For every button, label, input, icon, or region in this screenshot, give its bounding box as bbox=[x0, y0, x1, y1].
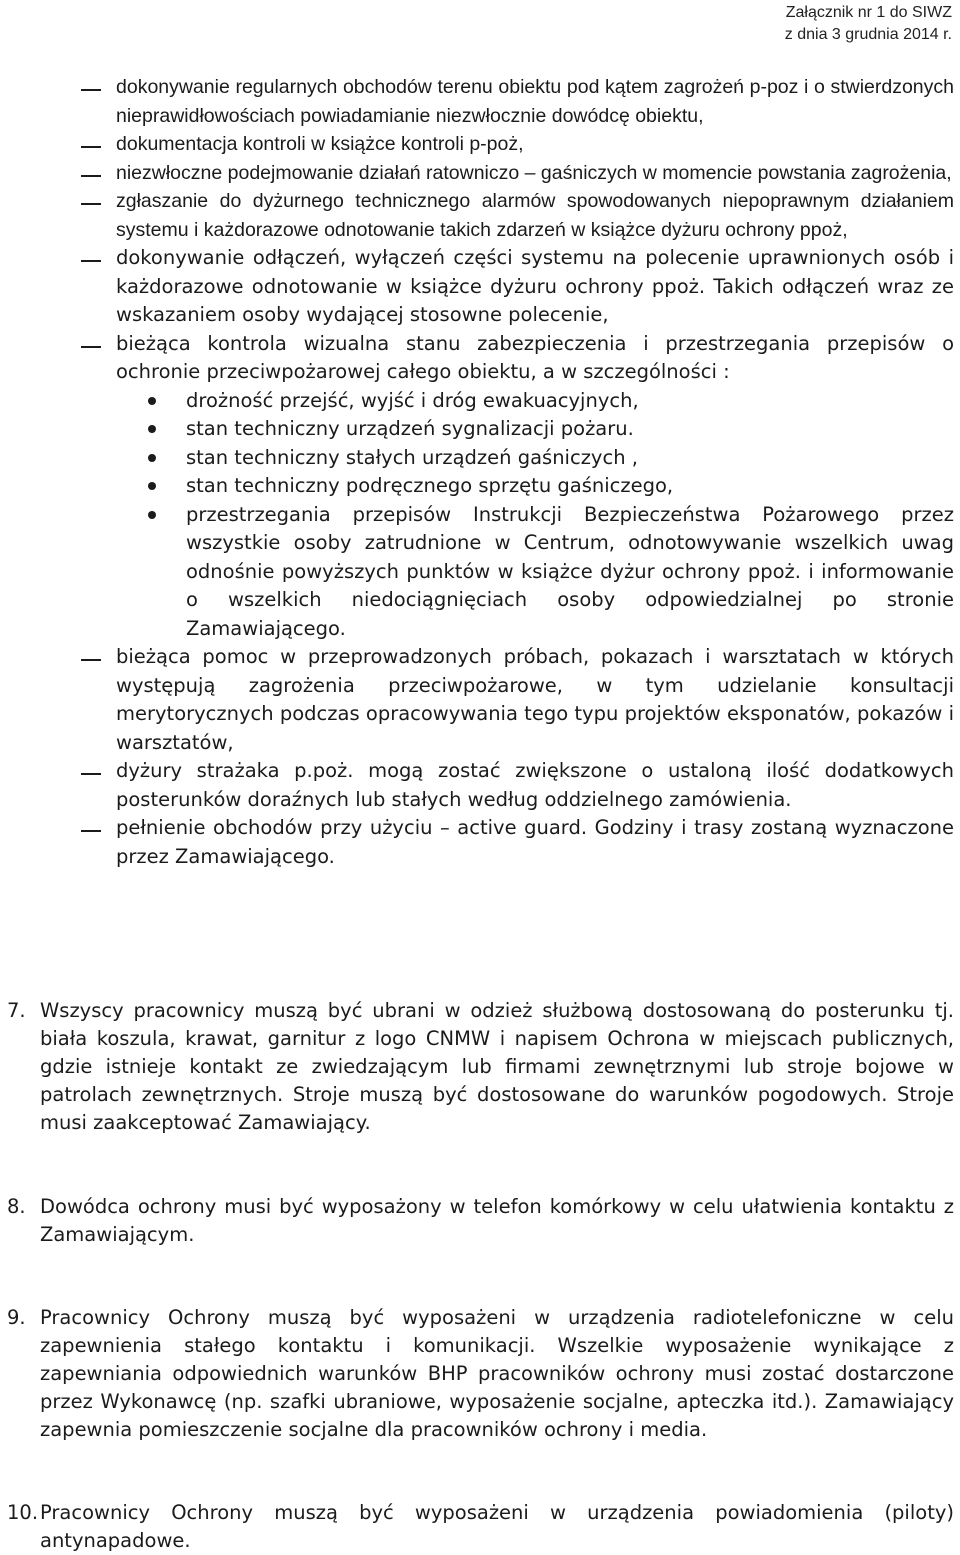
numbered-item-8 bbox=[0, 1193, 960, 1249]
numbered-item-9 bbox=[0, 1304, 960, 1444]
dash-item-text: dokonywanie odłączeń, wyłączeń części systemu na polecenie uprawnionych osób i każdorazowe odnotowanie w książce dyżuru ochrony ppoż. Takich odłączeń wraz ze wskazaniem osoby wydającej stosowne polecenie, bbox=[116, 246, 954, 326]
bullet-list-item bbox=[186, 387, 954, 416]
item-number: 10. bbox=[7, 1501, 39, 1524]
page-header bbox=[785, 2, 952, 46]
dash-bullet-icon bbox=[81, 73, 105, 102]
dash-item-text: dokumentacja kontroli w książce kontroli p-poż, bbox=[116, 133, 524, 155]
item-number: 8. bbox=[7, 1195, 26, 1218]
bullet-list-item bbox=[186, 415, 954, 444]
bullet-dot-icon bbox=[148, 454, 156, 462]
dash-list-item bbox=[0, 130, 960, 159]
numbered-item-7 bbox=[0, 997, 960, 1137]
bullet-item-text: stan techniczny stałych urządzeń gaśniczych , bbox=[186, 445, 638, 469]
dash-bullet-icon bbox=[81, 130, 105, 159]
dash-list-item bbox=[0, 73, 960, 130]
header-date: z dnia 3 grudnia 2014 r. bbox=[784, 26, 952, 43]
duties-list bbox=[0, 73, 960, 871]
dash-bullet-icon bbox=[81, 643, 105, 672]
header-attachment-label: Załącznik nr 1 do SIWZ bbox=[785, 4, 952, 21]
numbered-item-10 bbox=[0, 1499, 960, 1555]
dash-list-item bbox=[0, 187, 960, 244]
dash-item-text: niezwłoczne podejmowanie działań ratowniczo – gaśniczych w momencie powstania zagrożenia, bbox=[116, 161, 952, 184]
bullet-list-item bbox=[186, 472, 954, 501]
bullet-dot-icon bbox=[148, 397, 156, 405]
numbered-item-text: Pracownicy Ochrony muszą być wyposażeni w urządzenia powiadomienia (piloty) antynapadowe. bbox=[40, 1501, 954, 1552]
numbered-item-text: Wszyscy pracownicy muszą być ubrani w odzież służbową dostosowaną do posterunku tj. biała koszula, krawat, garnitur z logo CNMW i napisem Ochrona w miejscach publicznych, gdzie istnieje kontakt ze zwiedzającym lub firmami zewnętrznymi lub stroje bojowe w patrolach zewnętrznych. Stroje muszą być dostosowane do warunków pogodowych. Stroje musi zaakceptować Zamawiający. bbox=[40, 999, 954, 1134]
dash-list-item bbox=[0, 244, 960, 330]
bullet-dot-icon bbox=[148, 511, 156, 519]
numbered-item-text: Pracownicy Ochrony muszą być wyposażeni w urządzenia radiotelefoniczne w celu zapewnienia stałego kontaktu i komunikacji. Wszelkie wyposażenie wynikające z zapewniania odpowiednich warunków BHP pracowników ochrony musi zostać dostarczone przez Wykonawcę (np. szafki ubraniowe, wyposażenie socjalne, apteczka itd.). Zamawiający zapewnia pomieszczenie socjalne dla pracowników ochrony i media. bbox=[40, 1306, 954, 1441]
dash-bullet-icon bbox=[81, 244, 105, 273]
bullet-dot-icon bbox=[148, 425, 156, 433]
bullet-list-item bbox=[186, 444, 954, 473]
dash-list-item bbox=[0, 643, 960, 757]
dash-item-text: pełnienie obchodów przy użyciu – active guard. Godziny i trasy zostaną wyznaczone przez Zamawiającego. bbox=[116, 816, 954, 868]
dash-bullet-icon bbox=[81, 330, 105, 359]
dash-item-text: bieżąca kontrola wizualna stanu zabezpieczenia i przestrzegania przepisów o ochronie przeciwpożarowej całego obiektu, a w szczególności : bbox=[116, 331, 954, 383]
bullet-dot-icon bbox=[148, 482, 156, 490]
dash-bullet-icon bbox=[81, 757, 105, 786]
bullet-item-text: drożność przejść, wyjść i dróg ewakuacyjnych, bbox=[186, 388, 639, 412]
inspection-bullet-list bbox=[0, 387, 960, 644]
dash-list-item bbox=[0, 159, 960, 188]
bullet-item-text: przestrzegania przepisów Instrukcji Bezpieczeństwa Pożarowego przez wszystkie osoby zatrudnione w Centrum, odnotowywanie wszelkich uwag odnośnie powyższych punktów w książce dyżur ochrony ppoż. i informowanie o wszelkich niedociągnięciach osoby odpowiedzialnej po stronie Zamawiającego. bbox=[186, 502, 954, 640]
dash-bullet-icon bbox=[81, 159, 105, 188]
dash-list-item bbox=[0, 814, 960, 871]
dash-bullet-icon bbox=[81, 814, 105, 843]
dash-list-item bbox=[0, 330, 960, 387]
bullet-list-item bbox=[186, 501, 954, 644]
dash-item-text: dokonywanie regularnych obchodów terenu obiektu pod kątem zagrożeń p-poz i o stwierdzonych nieprawidłowościach powiadamianie niezwłocznie dowódcę obiektu, bbox=[116, 76, 954, 127]
dash-bullet-icon bbox=[81, 187, 105, 216]
item-number: 7. bbox=[7, 999, 26, 1022]
dash-item-text: zgłaszanie do dyżurnego technicznego alarmów spowodowanych niepoprawnym działaniem systemu i każdorazowe odnotowanie takich zdarzeń w książce dyżuru ochrony ppoż, bbox=[116, 190, 954, 241]
bullet-item-text: stan techniczny podręcznego sprzętu gaśniczego, bbox=[186, 474, 674, 497]
dash-item-text: dyżury strażaka p.poż. mogą zostać zwiększone o ustaloną ilość dodatkowych posterunków doraźnych lub stałych według oddzielnego zamówienia. bbox=[116, 759, 954, 811]
bullet-item-text: stan techniczny urządzeń sygnalizacji pożaru. bbox=[186, 417, 634, 440]
dash-item-text: bieżąca pomoc w przeprowadzonych próbach, pokazach i warsztatach w których występują zagrożenia przeciwpożarowe, w tym udzielanie konsultacji merytorycznych podczas opracowywania tego typu projektów eksponatów, pokazów i warsztatów, bbox=[116, 645, 954, 754]
dash-list-item bbox=[0, 757, 960, 814]
item-number: 9. bbox=[7, 1306, 26, 1329]
numbered-item-text: Dowódca ochrony musi być wyposażony w telefon komórkowy w celu ułatwienia kontaktu z Zamawiającym. bbox=[40, 1195, 954, 1246]
